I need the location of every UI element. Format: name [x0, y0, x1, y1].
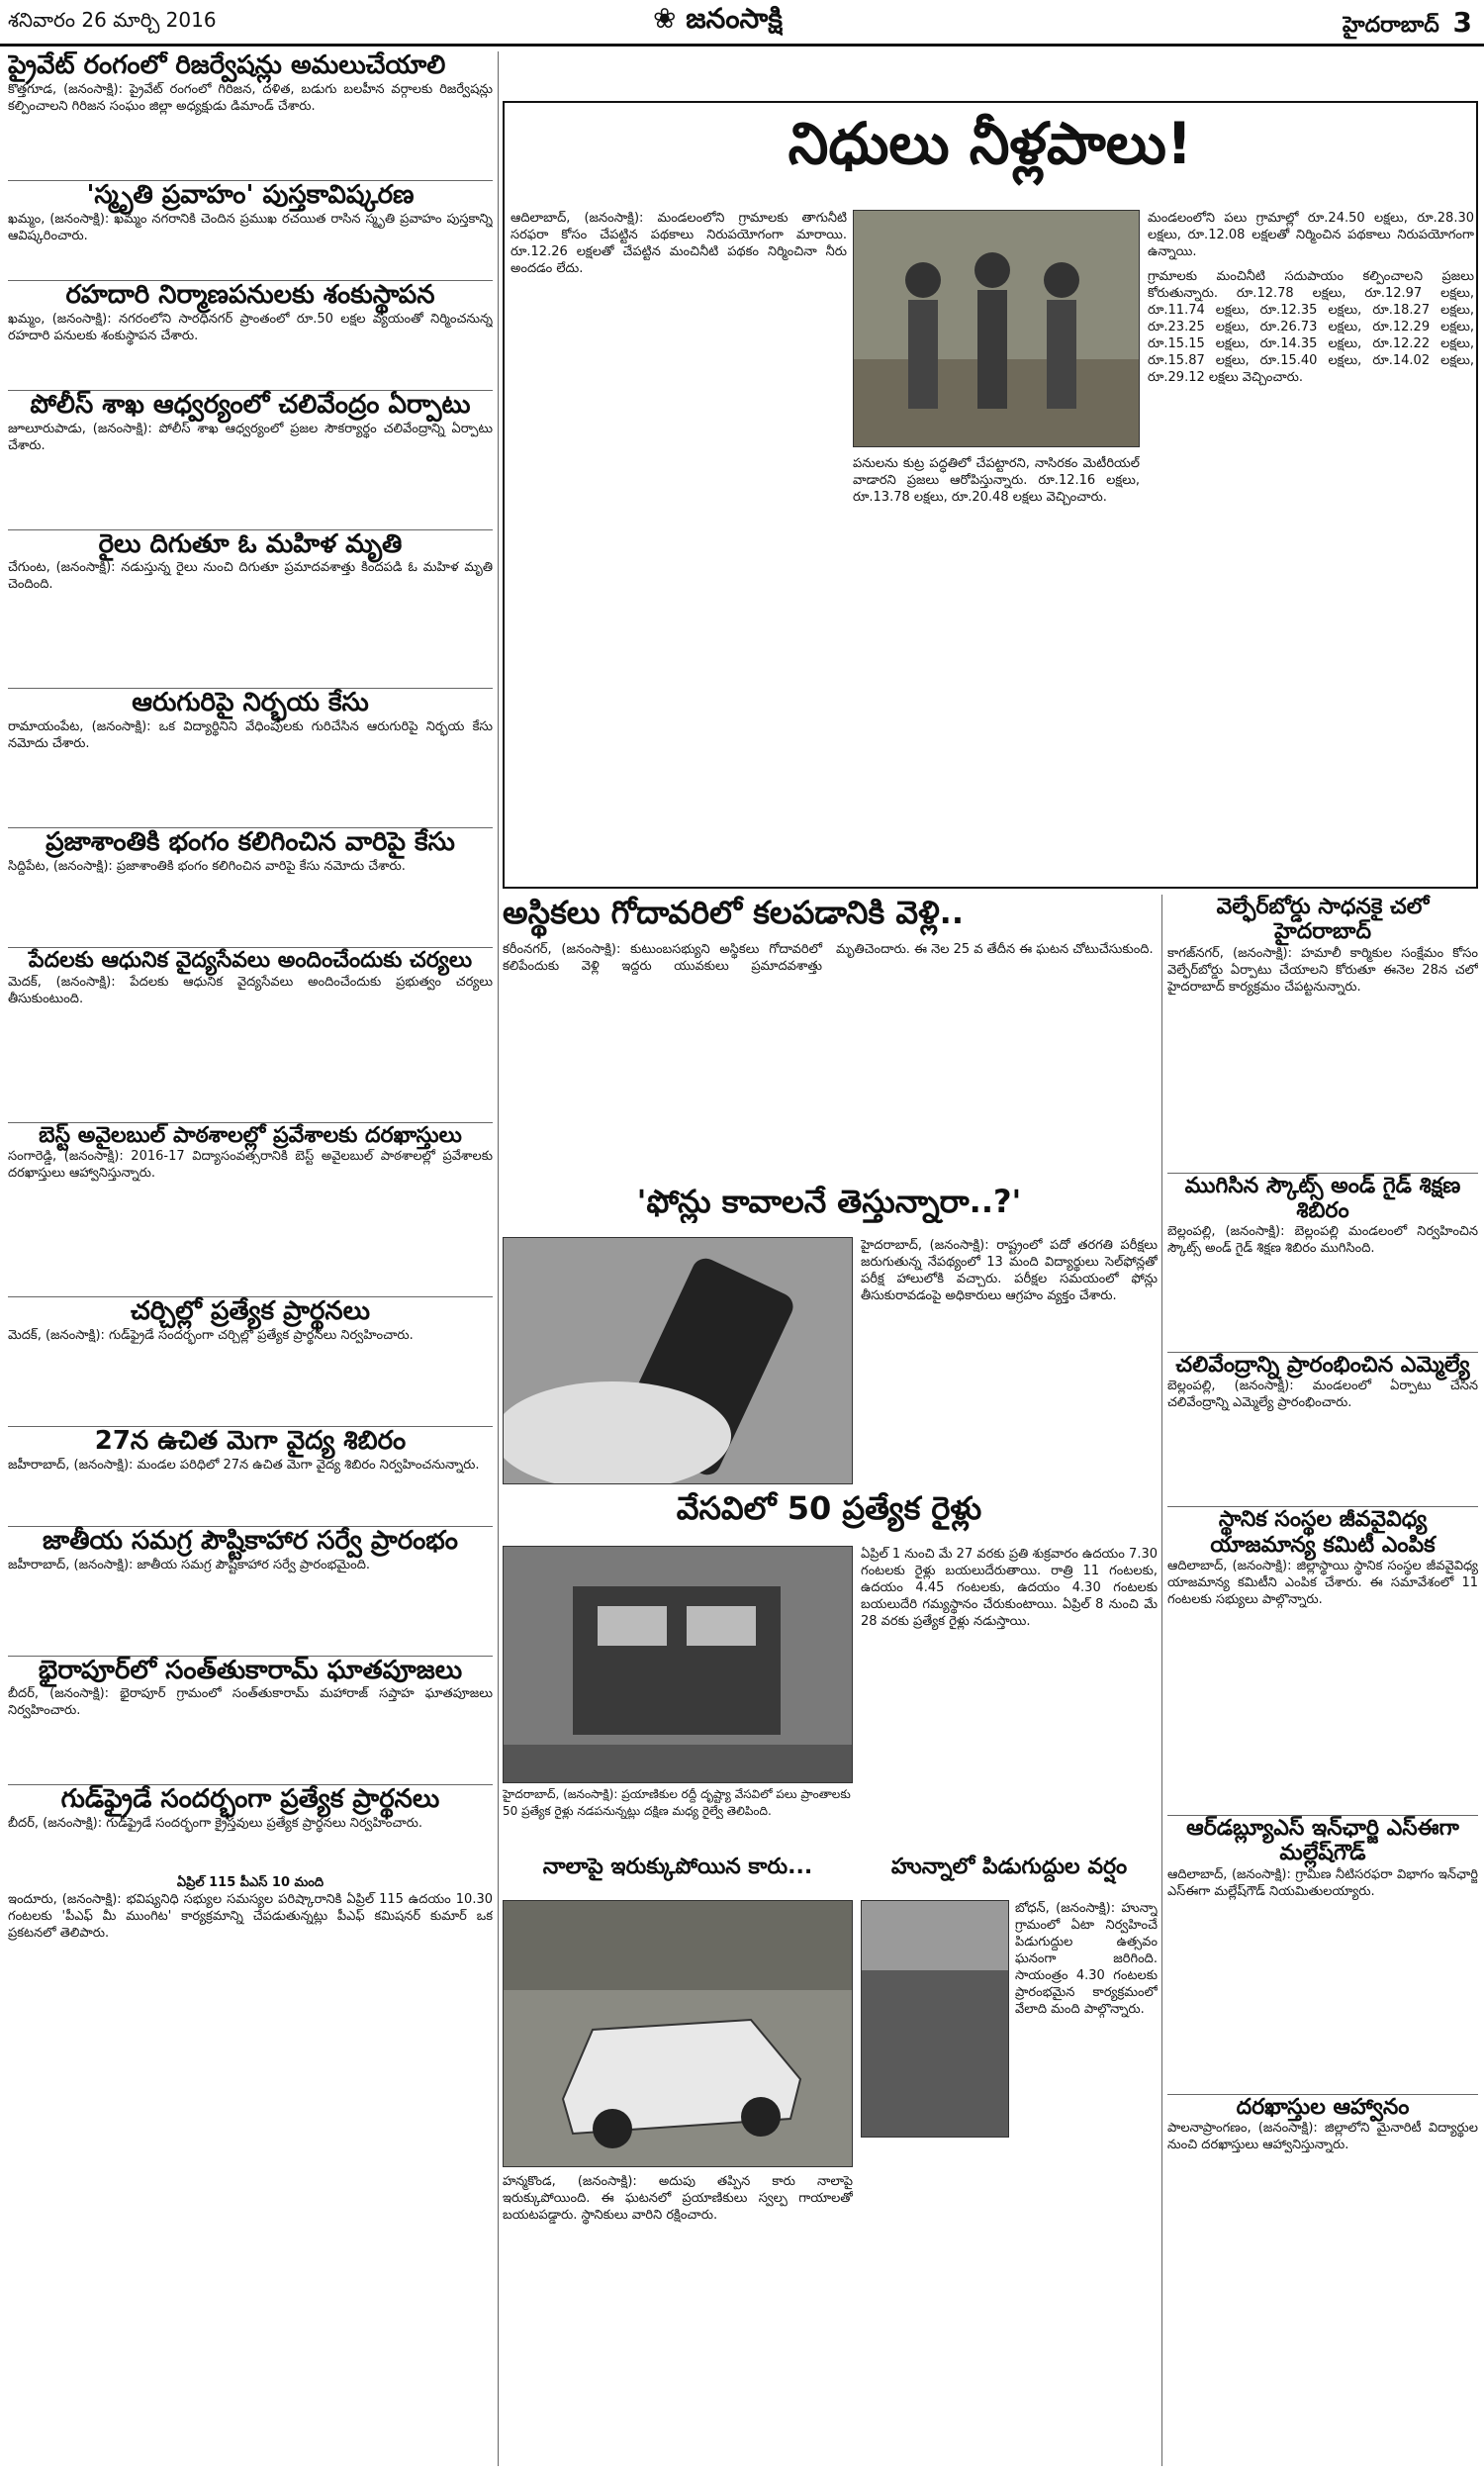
article-body: మెదక్, (జనంసాక్షి): పేదలకు ఆధునిక వైద్యసేవలు అందించేందుకు ప్రభుత్వం చర్యలు తీసుకుంటుంది. — [8, 974, 493, 1006]
train-image — [504, 1547, 853, 1783]
lead-body-para: మండలంలోని పలు గ్రామాల్లో రూ.24.50 లక్షలు, రూ.28.30 లక్షలు, రూ.12.08 లక్షలతో నిర్మించిన పథకాలు నిరుపయోగంగా ఉన్నాయి. — [1148, 211, 1474, 259]
left-article-10 — [8, 1297, 493, 1426]
article-headline: ప్రజాశాంతికి భంగం కలిగించిన వారిపై కేసు — [46, 827, 455, 858]
left-article-3 — [8, 281, 493, 390]
article-headline: స్థానిక సంస్థల జీవవైవిధ్య యాజమాన్య కమిటీ ఎంపిక — [1210, 1507, 1436, 1558]
left-article-12 — [8, 1527, 493, 1656]
left-article-8 — [8, 948, 493, 1121]
bottom-note-title: ఏప్రిల్ 115 పీఎస్‌ 10 మంది — [176, 1875, 325, 1891]
article-headline: అస్థికలు గోదావరిలో కలపడానికి వెళ్లి.. — [503, 895, 964, 931]
masthead-title — [653, 2, 783, 42]
city-name: హైదరాబాద్ — [1342, 13, 1439, 38]
article-headline: ఆరుగురిపై నిర్భయ కేసు — [132, 688, 369, 718]
article-headline: పేదలకు ఆధునిక వైద్యసేవలు అందించేందుకు చర్యలు — [28, 948, 473, 974]
car-image — [504, 1901, 853, 2167]
article-body: జహీరాబాద్, (జనంసాక్షి): మండల పరిధిలో 27న ఉచిత మెగా వైద్య శిబిరం నిర్వహించనున్నారు. — [8, 1457, 480, 1473]
masthead-logo-icon: ❀ — [653, 2, 677, 35]
article-body: సంగారెడ్డి, (జనంసాక్షి): 2016-17 విద్యాసంవత్సరానికి బెస్ట్ అవైలబుల్ పాఠశాలల్లో ప్రవేశాలకు దరఖాస్తులు ఆహ్వానిస్తున్నారు. — [8, 1148, 493, 1181]
phones-headline-box — [503, 1184, 1156, 1223]
masthead-name: జనంసాక్షి — [686, 2, 784, 35]
article-headline: చలివేంద్రాన్ని ప్రారంభించిన ఎమ్మెల్యే — [1175, 1353, 1470, 1379]
article-body: జహీరాబాద్, (జనంసాక్షి): జాతీయ సమగ్ర పౌష్టికాహార సర్వే ప్రారంభమైంది. — [8, 1557, 371, 1572]
page-number: 3 — [1452, 6, 1472, 39]
article-body: బెల్లంపల్లి, (జనంసాక్షి): బెల్లంపల్లి మండలంలో నిర్వహించిన స్కౌట్స్ అండ్ గైడ్ శిక్షణ శిబిరం ముగిసింది. — [1167, 1224, 1478, 1257]
right-article-5 — [1167, 1816, 1478, 2094]
article-headline: రైలు దిగుతూ ఓ మహిళ మృతి — [98, 528, 403, 559]
trains-caption: హైదరాబాద్, (జనంసాక్షి): ప్రయాణికుల రద్దీ దృష్ట్యా వేసవిలో పలు ప్రాంతాలకు 50 ప్రత్యేక రైళ్లు నడపనున్నట్లు దక్షిణ మధ్య రైల్వే తెలిపింది. — [503, 1787, 851, 1818]
lead-headline: నిధులు నీళ్లపాలు! — [788, 110, 1193, 177]
lead-story-box — [503, 101, 1478, 889]
rain-photo-crowd — [861, 1900, 1009, 2138]
article-headline: రహదారి నిర్మాణపనులకు శంకుస్థాపన — [65, 279, 435, 310]
article-body: కాగజ్‌నగర్, (జనంసాక్షి): హమాలీ కార్మికుల సంక్షేమం కోసం వెల్ఫేర్‌బోర్డు ఏర్పాటు చేయాలని కోరుతూ ఈనెల 28న చలో హైదరాబాద్ కార్యక్రమం చేపట్టనున్నారు. — [1167, 945, 1478, 995]
article-body: ఖమ్మం, (జనంసాక్షి): నగరంలోని సారధినగర్ ప్రాంతంలో రూ.50 లక్షల వ్యయంతో నిర్మించనున్న రహదారి పనులకు శంకుస్థాపన చేశారు. — [8, 311, 493, 343]
trains-body: ఏప్రిల్ 1 నుంచి మే 27 వరకు ప్రతి శుక్రవారం ఉదయం 7.30 గంటలకు రైళ్లు బయలుదేరుతాయి. రాత్రి 11 గంటలకు, ఉదయం 4.45 గంటలకు, ఉదయం 4.30 గంటలకు బయలుదేరి గమ్యస్థానం చేరుకుంటాయి. ఏప్రిల్ 8 నుంచి మే 28 వరకు ప్రత్యేక రైళ్లు నడుస్తాయి. — [861, 1547, 1158, 1629]
lead-body-col3 — [1148, 210, 1474, 883]
bottom-note-body: ఇందూరు, (జనంసాక్షి): భవిష్యనిధి సభ్యుల సమస్యల పరిష్కారానికి ఏప్రిల్ 115 ఉదయం 10.30 గంటలకు 'పీఎఫ్ మీ ముంగిట' కార్యక్రమాన్ని చేపడుతున్నట్లు పీఎఫ్ కమిషనర్ కుమార్ ఒక ప్రకటనలో తెలిపారు. — [8, 1892, 493, 1942]
article-body: ఆదిలాబాద్, (జనంసాక్షి): జిల్లాస్థాయి స్థానిక సంస్థల జీవవైవిధ్య యాజమాన్య కమిటీని ఎంపిక చేశారు. ఈ సమావేశంలో 11 గంటలకు సభ్యులు పాల్గొన్నారు. — [1167, 1559, 1478, 1608]
masthead-date: శనివారం 26 మార్చి 2016 — [8, 8, 217, 32]
article-headline: హున్నాలో పిడుగుద్దుల వర్షం — [890, 1855, 1128, 1879]
left-article-7 — [8, 828, 493, 947]
article-body: జూలూరుపాడు, (జనంసాక్షి): పోలీస్ శాఖ ఆధ్వర్యంలో ప్రజల సౌకర్యార్థం చలివేంద్రాన్ని ఏర్పాటు చేశారు. — [8, 421, 493, 453]
lead-body-col2: పనులను కుట్ర పద్ధతిలో చేపట్టారని, నాసిరకం మెటీరియల్ వాడారని ప్రజలు ఆరోపిస్తున్నారు. రూ.12.16 లక్షలు, రూ.13.78 లక్షలు, రూ.20.48 లక్షలు వెచ్చించారు. — [853, 456, 1140, 505]
article-headline: ముగిసిన స్కౌట్స్ అండ్ గైడ్ శిక్షణ శిబిరం — [1184, 1173, 1461, 1223]
article-headline: భైరాపూర్‌లో సంత్‌తుకారామ్ ఘాతపూజలు — [38, 1655, 463, 1685]
rain-headline-box — [861, 1855, 1158, 1894]
article-body: కొత్తగూడ, (జనంసాక్షి): ప్రైవేట్ రంగంలో గిరిజన, దళిత, బడుగు బలహీన వర్గాలకు రిజర్వేషన్లు కల్పించాలని గిరిజన సంఘం జిల్లా అధ్యక్షుడు డిమాండ్ చేశారు. — [8, 81, 493, 114]
article-headline: 'స్మృతి ప్రవాహం' పుస్తకావిష్కరణ — [86, 179, 415, 210]
left-article-13 — [8, 1657, 493, 1785]
trains-headline-box — [503, 1490, 1156, 1540]
right-article-3 — [1167, 1353, 1478, 1506]
right-article-2 — [1167, 1174, 1478, 1353]
car-photo — [503, 1900, 853, 2167]
right-article-4 — [1167, 1507, 1478, 1815]
article-body: ఆదిలాబాద్, (జనంసాక్షి): గ్రామీణ నీటిసరఫరా విభాగం ఇన్‌ఛార్జి ఎస్ఈగా మల్లేష్‌గౌడ్ నియమితులయ్యారు. — [1167, 1866, 1478, 1899]
trains-photo-locomotive — [503, 1546, 853, 1783]
article-headline: పోలీస్ శాఖ ఆధ్వర్యంలో చలివేంద్రం ఏర్పాటు — [30, 389, 471, 420]
column-divider — [1161, 895, 1162, 2466]
phones-body: హైదరాబాద్, (జనంసాక్షి): రాష్ట్రంలో పదో తరగతి పరీక్షలు జరుగుతున్న నేపథ్యంలో 13 మంది విద్యార్థులు సెల్‌ఫోన్లతో పరీక్ష హాలులోకి వచ్చారు. పరీక్షల సమయంలో ఫోన్లు తీసుకురావడంపై అధికారులు ఆగ్రహం వ్యక్తం చేశారు. — [861, 1238, 1158, 1303]
article-headline: చర్చిల్లో ప్రత్యేక ప్రార్థనలు — [130, 1295, 371, 1326]
phone-image — [504, 1238, 853, 1484]
article-headline: ప్రైవేట్ రంగంలో రిజర్వేషన్లు అమలుచేయాలి — [8, 51, 446, 80]
article-headline: నాలాపై ఇరుక్కుపోయిన కారు... — [542, 1855, 813, 1879]
article-headline: 27న ఉచిత మెగా వైద్య శిబిరం — [94, 1425, 407, 1456]
left-article-2 — [8, 181, 493, 280]
article-body: బీదర్, (జనంసాక్షి): గుడ్‌ఫ్రైడే సందర్భంగా క్రైస్తవులు ప్రత్యేక ప్రార్థనలు నిర్వహించారు. — [8, 1816, 423, 1832]
lead-photo-women-carrying-water — [853, 210, 1140, 447]
article-body: కరీంనగర్, (జనంసాక్షి): కుటుంబసభ్యుని అస్థికలు గోదావరిలో కలిపేందుకు వెళ్లి ఇద్దరు యువకులు ప్రమాదవశాత్తు మృతిచెందారు. ఈ నెల 25 వ తేదీన ఈ ఘటన చోటుచేసుకుంది. — [503, 941, 1154, 974]
article-headline: ఆర్‌డబ్ల్యూఎస్ ఇన్‌ఛార్జి ఎస్ఈగా మల్లేష్‌గౌడ్ — [1186, 1816, 1459, 1866]
article-body: మెదక్, (జనంసాక్షి): గుడ్‌ఫ్రైడే సందర్భంగా చర్చిల్లో ప్రత్యేక ప్రార్థనలు నిర్వహించారు. — [8, 1327, 414, 1343]
left-article-4 — [8, 391, 493, 529]
left-article-9 — [8, 1123, 493, 1296]
masthead-city — [1343, 6, 1472, 43]
lead-body-col1: ఆదిలాబాద్, (జనంసాక్షి): మండలంలోని గ్రామాలకు తాగునీటి సరఫరా కోసం చేపట్టిన పథకాలు నిరుపయోగంగా మారాయి. రూ.12.26 లక్షలతో చేపట్టిన మంచినీటి పథకం నిర్మించినా నీరు అందడం లేదు. — [510, 211, 847, 276]
left-article-11 — [8, 1427, 493, 1526]
masthead-rule — [0, 44, 1484, 47]
left-article-1 — [8, 51, 493, 180]
article-body: రామాయంపేట, (జనంసాక్షి): ఒక విద్యార్థినిని వేధింపులకు గురిచేసిన ఆరుగురిపై నిర్భయ కేసు నమోదు చేశారు. — [8, 719, 493, 752]
article-body: ఖమ్మం, (జనంసాక్షి): ఖమ్మం నగరానికి చెందిన ప్రముఖ రచయిత రాసిన స్మృతి ప్రవాహం పుస్తకాన్ని ఆవిష్కరించారు. — [8, 211, 493, 243]
left-article-14 — [8, 1785, 493, 1874]
article-headline: వేసవిలో 50 ప్రత్యేక రైళ్లు — [676, 1490, 982, 1527]
article-body: బీదర్, (జనంసాక్షి): భైరాపూర్ గ్రామంలో సంత్‌తుకారామ్ మహారాజ్ సప్తాహ ఘాతపూజలు నిర్వహించారు. — [8, 1686, 493, 1719]
article-headline: బెస్ట్ అవైలబుల్ పాఠశాలల్లో ప్రవేశాలకు దరఖాస్తులు — [39, 1122, 462, 1148]
car-headline-box — [503, 1855, 853, 1894]
phones-photo-hand-with-phone — [503, 1237, 853, 1484]
article-headline: దరఖాస్తుల ఆహ్వానం — [1236, 2094, 1410, 2120]
right-article-6 — [1167, 2095, 1478, 2268]
article-headline: గుడ్‌ఫ్రైడే సందర్భంగా ప్రత్యేక ప్రార్థనలు — [60, 1784, 440, 1815]
article-headline: 'ఫోన్లు కావాలనే తెస్తున్నారా..?' — [636, 1184, 1022, 1220]
godavari-story — [503, 895, 1156, 1201]
rain-body: బోధన్, (జనంసాక్షి): హున్నా గ్రామంలో ఏటా నిర్వహించే పిడుగుద్దుల ఉత్సవం ఘనంగా జరిగింది. సాయంత్రం 4.30 గంటలకు ప్రారంభమైన కార్యక్రమంలో వేలాది మంది పాల్గొన్నారు. — [1015, 1901, 1158, 2017]
crowd-image — [862, 1901, 1009, 2138]
right-column — [1167, 895, 1478, 2466]
article-body: చేగుంట, (జనంసాక్షి): నడుస్తున్న రైలు నుంచి దిగుతూ ప్రమాదవశాత్తు కిందపడి ఓ మహిళ మృతి చెందింది. — [8, 560, 493, 593]
article-body: పాలనాప్రాంగణం, (జనంసాక్షి): జిల్లాలోని మైనారిటీ విద్యార్థుల నుంచి దరఖాస్తులు ఆహ్వానిస్తున్నారు. — [1167, 2120, 1478, 2152]
lead-photo-image — [854, 211, 1140, 447]
car-body: హన్మకొండ, (జనంసాక్షి): అదుపు తప్పిన కారు నాలాపై ఇరుక్కుపోయింది. ఈ ఘటనలో ప్రయాణికులు స్వల్ప గాయాలతో బయటపడ్డారు. స్థానికులు వారిని రక్షించారు. — [503, 2174, 853, 2223]
left-column — [8, 51, 493, 2466]
right-article-1 — [1167, 895, 1478, 1173]
article-headline: వెల్ఫేర్‌బోర్డు సాధనకై చలో హైదరాబాద్ — [1216, 895, 1430, 945]
column-divider — [498, 51, 499, 2466]
left-article-5 — [8, 530, 493, 689]
article-body: సిద్దిపేట, (జనంసాక్షి): ప్రజాశాంతికి భంగం కలిగించిన వారిపై కేసు నమోదు చేశారు. — [8, 859, 406, 875]
article-body: బెల్లంపల్లి, (జనంసాక్షి): మండలంలో ఏర్పాటు చేసిన చలివేంద్రాన్ని ఎమ్మెల్యే ప్రారంభించారు. — [1167, 1379, 1478, 1411]
left-article-6 — [8, 689, 493, 827]
lead-body-amounts: గ్రామాలకు మంచినీటి సదుపాయం కల్పించాలని ప్రజలు కోరుతున్నారు. రూ.12.78 లక్షలు, రూ.12.97 లక్షలు, రూ.11.74 లక్షలు, రూ.12.35 లక్షలు, రూ.18.27 లక్షలు, రూ.23.25 లక్షలు, రూ.26.73 లక్షలు, రూ.12.29 లక్షలు, రూ.15.15 లక్షలు, రూ.14.35 లక్షలు, రూ.12.22 లక్షలు, రూ.15.87 లక్షలు, రూ.15.40 లక్షలు, రూ.14.02 లక్షలు, రూ.29.12 లక్షలు వెచ్చించారు. — [1148, 269, 1474, 385]
article-headline: జాతీయ సమగ్ర పౌష్టికాహార సర్వే ప్రారంభం — [43, 1525, 458, 1556]
